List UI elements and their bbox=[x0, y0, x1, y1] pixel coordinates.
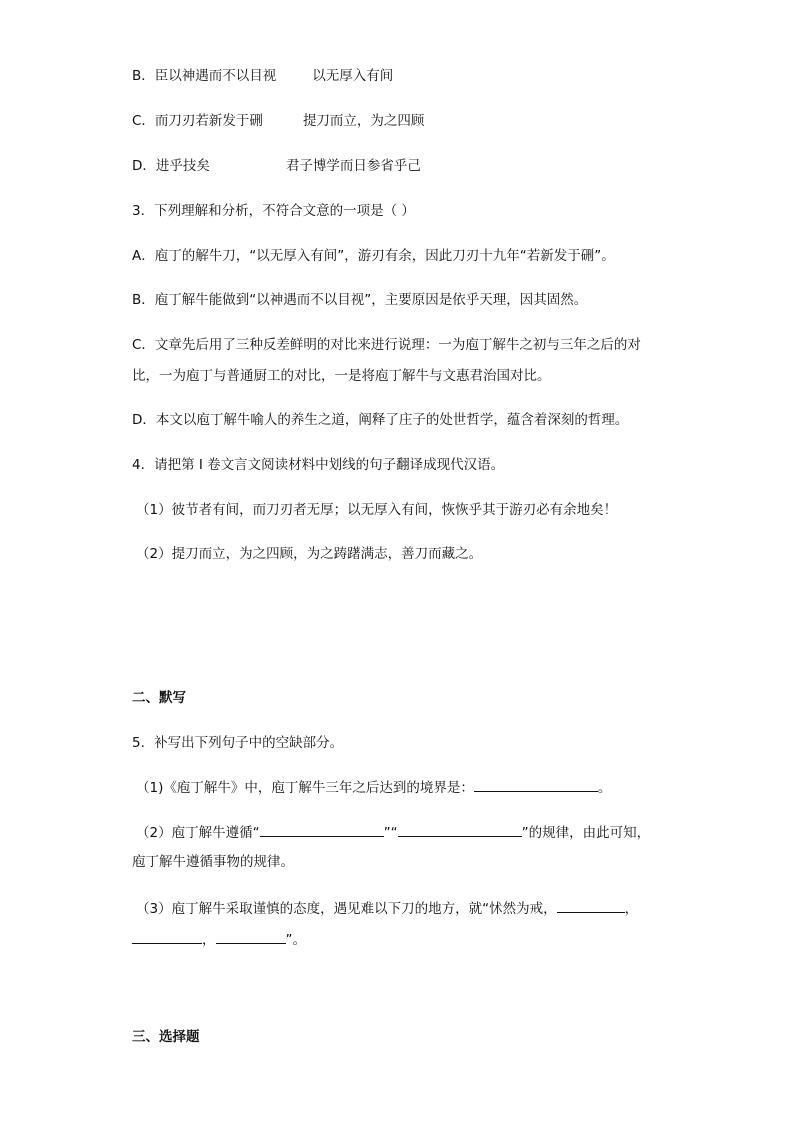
blank-field[interactable] bbox=[132, 929, 202, 944]
q3-option-a: A．庖丁的解牛刀，“以无厚入有间”，游刃有余，因此刀刃十九年“若新发于硎”。 bbox=[132, 248, 615, 264]
q5-item-1 bbox=[136, 777, 676, 798]
q3-option-b: B．庖丁解牛能做到“以神遇而不以目视”，主要原因是依乎天理，因其固然。 bbox=[132, 292, 588, 308]
q2-option-c-left: C．而刀刃若新发于硎 bbox=[132, 113, 263, 129]
q3-option-d: D．本文以庖丁解牛喻人的养生之道，阐释了庄子的处世哲学，蕴含着深刻的哲理。 bbox=[132, 412, 629, 428]
blank-field[interactable] bbox=[474, 777, 598, 792]
q2-option-b-left: B．臣以神遇而不以目视 bbox=[132, 68, 277, 84]
q5-item-3-end: ”。 bbox=[285, 932, 306, 948]
q4-sentence-1: （1）彼节者有间，而刀刃者无厚；以无厚入有间，恢恢乎其于游刃必有余地矣！ bbox=[136, 502, 618, 518]
q3-option-c-line1: C．文章先后用了三种反差鲜明的对比来进行说理：一为庖丁解牛之初与三年之后的对 bbox=[132, 337, 641, 353]
q3-stem: 3．下列理解和分析，不符合文意的一项是（ ） bbox=[132, 203, 415, 219]
blank-field[interactable] bbox=[216, 929, 286, 944]
blank-field[interactable] bbox=[260, 822, 384, 837]
blank-field[interactable] bbox=[398, 822, 522, 837]
q2-option-d-left: D．进乎技矣 bbox=[132, 158, 210, 174]
q4-sentence-2: （2）提刀而立，为之四顾，为之踌躇满志，善刀而藏之。 bbox=[136, 546, 483, 562]
q5-item-2-tail: ”的规律，由此可知， bbox=[521, 825, 651, 841]
q5-stem: 5．补写出下列句子中的空缺部分。 bbox=[132, 735, 344, 751]
q2-option-d bbox=[132, 156, 672, 176]
q5-item-1-end: 。 bbox=[597, 780, 612, 796]
q5-item-3-sep: ， bbox=[202, 932, 216, 948]
q4-stem: 4．请把第 I 卷文言文阅读材料中划线的句子翻译成现代汉语。 bbox=[132, 457, 505, 473]
section-3-heading: 三、选择题 bbox=[132, 1029, 200, 1045]
q5-item-2-text: （2）庖丁解牛遵循“ bbox=[136, 825, 260, 841]
q5-item-3-comma: ， bbox=[624, 901, 639, 917]
q2-option-d-right: 君子博学而日参省乎己 bbox=[285, 158, 421, 174]
q5-item-3 bbox=[136, 898, 676, 919]
q5-item-2 bbox=[136, 822, 676, 843]
section-2-heading: 二、默写 bbox=[132, 690, 186, 706]
q2-option-c-right: 提刀而立，为之四顾 bbox=[302, 113, 425, 129]
q5-item-2-mid: ”“ bbox=[383, 825, 398, 841]
q5-item-1-text: （1)《庖丁解牛》中，庖丁解牛三年之后达到的境界是： bbox=[136, 780, 474, 796]
q2-option-b-right: 以无厚入有间 bbox=[312, 68, 394, 84]
q3-option-c-line2: 比，一为庖丁与普通厨工的对比，一是将庖丁解牛与文惠君治国对比。 bbox=[132, 368, 551, 384]
q5-item-3-line2 bbox=[132, 929, 672, 950]
blank-field[interactable] bbox=[557, 898, 625, 913]
q2-option-b bbox=[132, 66, 672, 86]
q5-item-3-text: （3）庖丁解牛采取谨慎的态度，遇见难以下刀的地方，就“怵然为戒， bbox=[136, 901, 557, 917]
q5-item-2-line2: 庖丁解牛遵循事物的规律。 bbox=[132, 854, 294, 870]
q2-option-c bbox=[132, 111, 672, 131]
